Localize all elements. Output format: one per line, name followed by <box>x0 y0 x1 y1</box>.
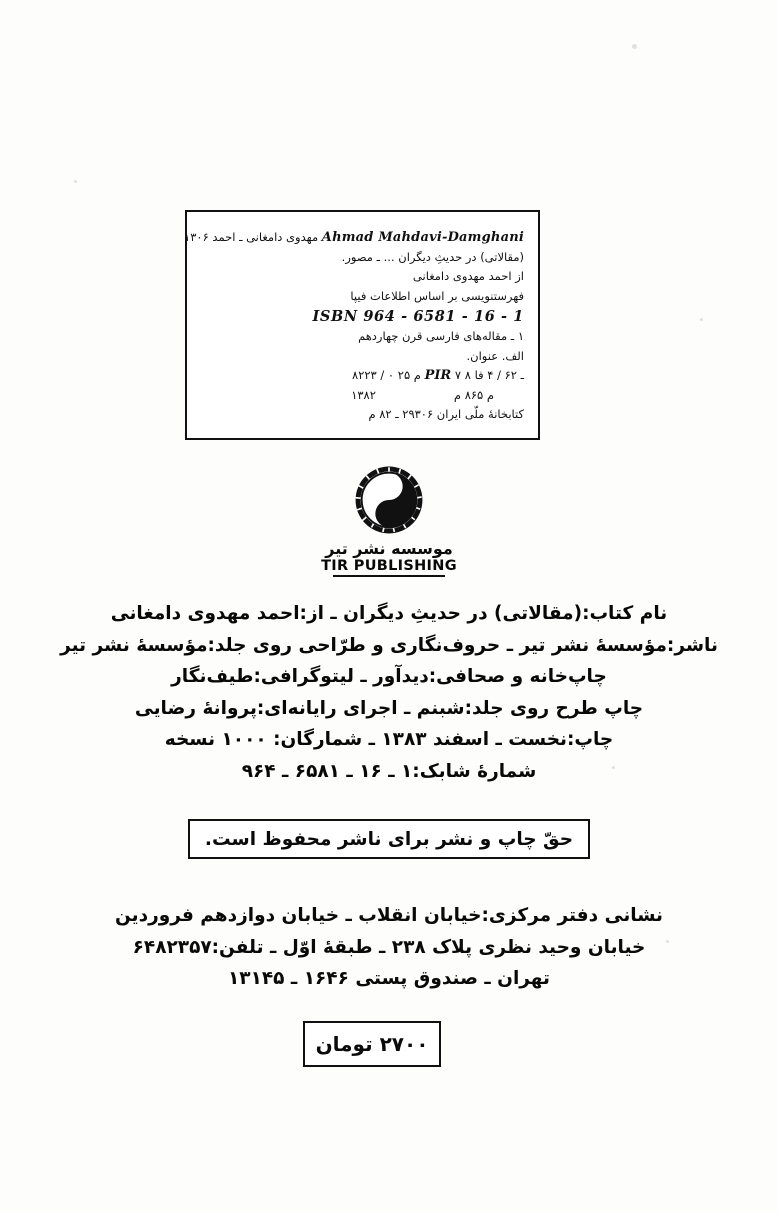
cip-national-library-line: کتابخانهٔ ملّی ایران ۲۹۳۰۶ ـ ۸۲ م <box>368 407 524 421</box>
cip-year-copy-row <box>201 386 524 406</box>
colophon-line-cover: چاپ طرح روی جلد:شبنم ـ اجرای رایانه‌ای:پروانهٔ رضایی <box>134 697 644 719</box>
scan-speck <box>700 318 703 321</box>
address-line-street: نشانی دفتر مرکزی:خیابان انقلاب ـ خیابان دوازدهم فروردین <box>115 905 663 926</box>
cip-call-number-right: ۷ م ۲۵ ۰ / ۸۲۲۳ <box>352 368 462 382</box>
cip-responsibility-line: از احمد مهدوی دامغانی <box>412 269 524 283</box>
scan-speck <box>74 180 77 183</box>
cip-author-latin: Ahmad Mahdavi-Damghani <box>321 230 524 245</box>
cip-content <box>184 228 524 425</box>
colophon-line-title: نام کتاب:(مقالاتی) در حدیثِ دیگران ـ از:احمد مهدوی دامغانی <box>110 603 668 624</box>
colophon-line-printer: چاپ‌خانه و صحافی:دیدآور ـ لیتوگرافی:طیف‌نگار <box>171 666 607 687</box>
colophon-line-isbn: شمارهٔ شابک:۱ ـ ۱۶ ـ ۶۵۸۱ ـ ۹۶۴ <box>241 760 537 782</box>
publisher-logo-block <box>0 462 778 577</box>
cip-author-line <box>184 228 524 248</box>
cip-author-fa: مهدوی دامغانی ـ احمد ۱۳۰۶ <box>184 230 319 244</box>
cip-title-line: (مقالاتی) در حدیثِ دیگران ... ـ مصور. <box>341 249 524 264</box>
cip-call-number-classification: PIR <box>424 368 452 383</box>
address-block <box>40 900 738 995</box>
publisher-name-fa: موسسه نشر تیر <box>325 539 453 558</box>
yin-yang-emblem-icon <box>351 462 427 538</box>
copyright-notice-box <box>188 819 590 859</box>
colophon-line-publisher: ناشر:مؤسسهٔ نشر تیر ـ حروف‌نگاری و طرّاحی روی جلد:مؤسسهٔ نشر تیر <box>60 634 718 656</box>
cip-subject-line: ۱ ـ مقاله‌های فارسی قرن چهاردهم <box>358 329 524 343</box>
address-line-building: خیابان وحید نظری پلاک ۲۳۸ ـ طبقهٔ اوّل ـ تلفن:۶۴۸۲۳۵۷ <box>132 936 646 958</box>
cip-added-entry-line: الف. عنوان. <box>466 348 524 363</box>
price-box <box>303 1021 441 1067</box>
scan-speck <box>632 44 637 49</box>
cip-call-number <box>201 366 524 386</box>
cip-year-line: ۱۳۸۲ <box>351 387 376 402</box>
publisher-name-en: TIR PUBLISHING <box>321 558 457 574</box>
cip-isbn: ISBN 964 - 6581 - 16 - 1 <box>312 308 524 325</box>
cip-cataloging-note: فهرستنویسی بر اساس اطلاعات فیپا <box>350 288 524 303</box>
colophon-line-edition: چاپ:نخست ـ اسفند ۱۳۸۳ ـ شمارگان: ۱۰۰۰ نسخه <box>164 729 614 750</box>
cip-call-number-left: ـ ۶۲ / ۴ فا ۸ <box>464 368 524 382</box>
address-line-postal: تهران ـ صندوق پستی ۱۶۴۶ ـ ۱۳۱۴۵ <box>228 968 550 989</box>
colophon-block <box>40 598 738 787</box>
logo-underline-rule <box>333 575 445 577</box>
cip-box <box>185 210 540 440</box>
price-text: ۲۷۰۰ تومان <box>315 1032 429 1056</box>
copyright-notice-text: حقّ چاپ و نشر برای ناشر محفوظ است. <box>204 828 574 850</box>
cip-copy-line: م ۸۶۵ م <box>453 387 494 402</box>
